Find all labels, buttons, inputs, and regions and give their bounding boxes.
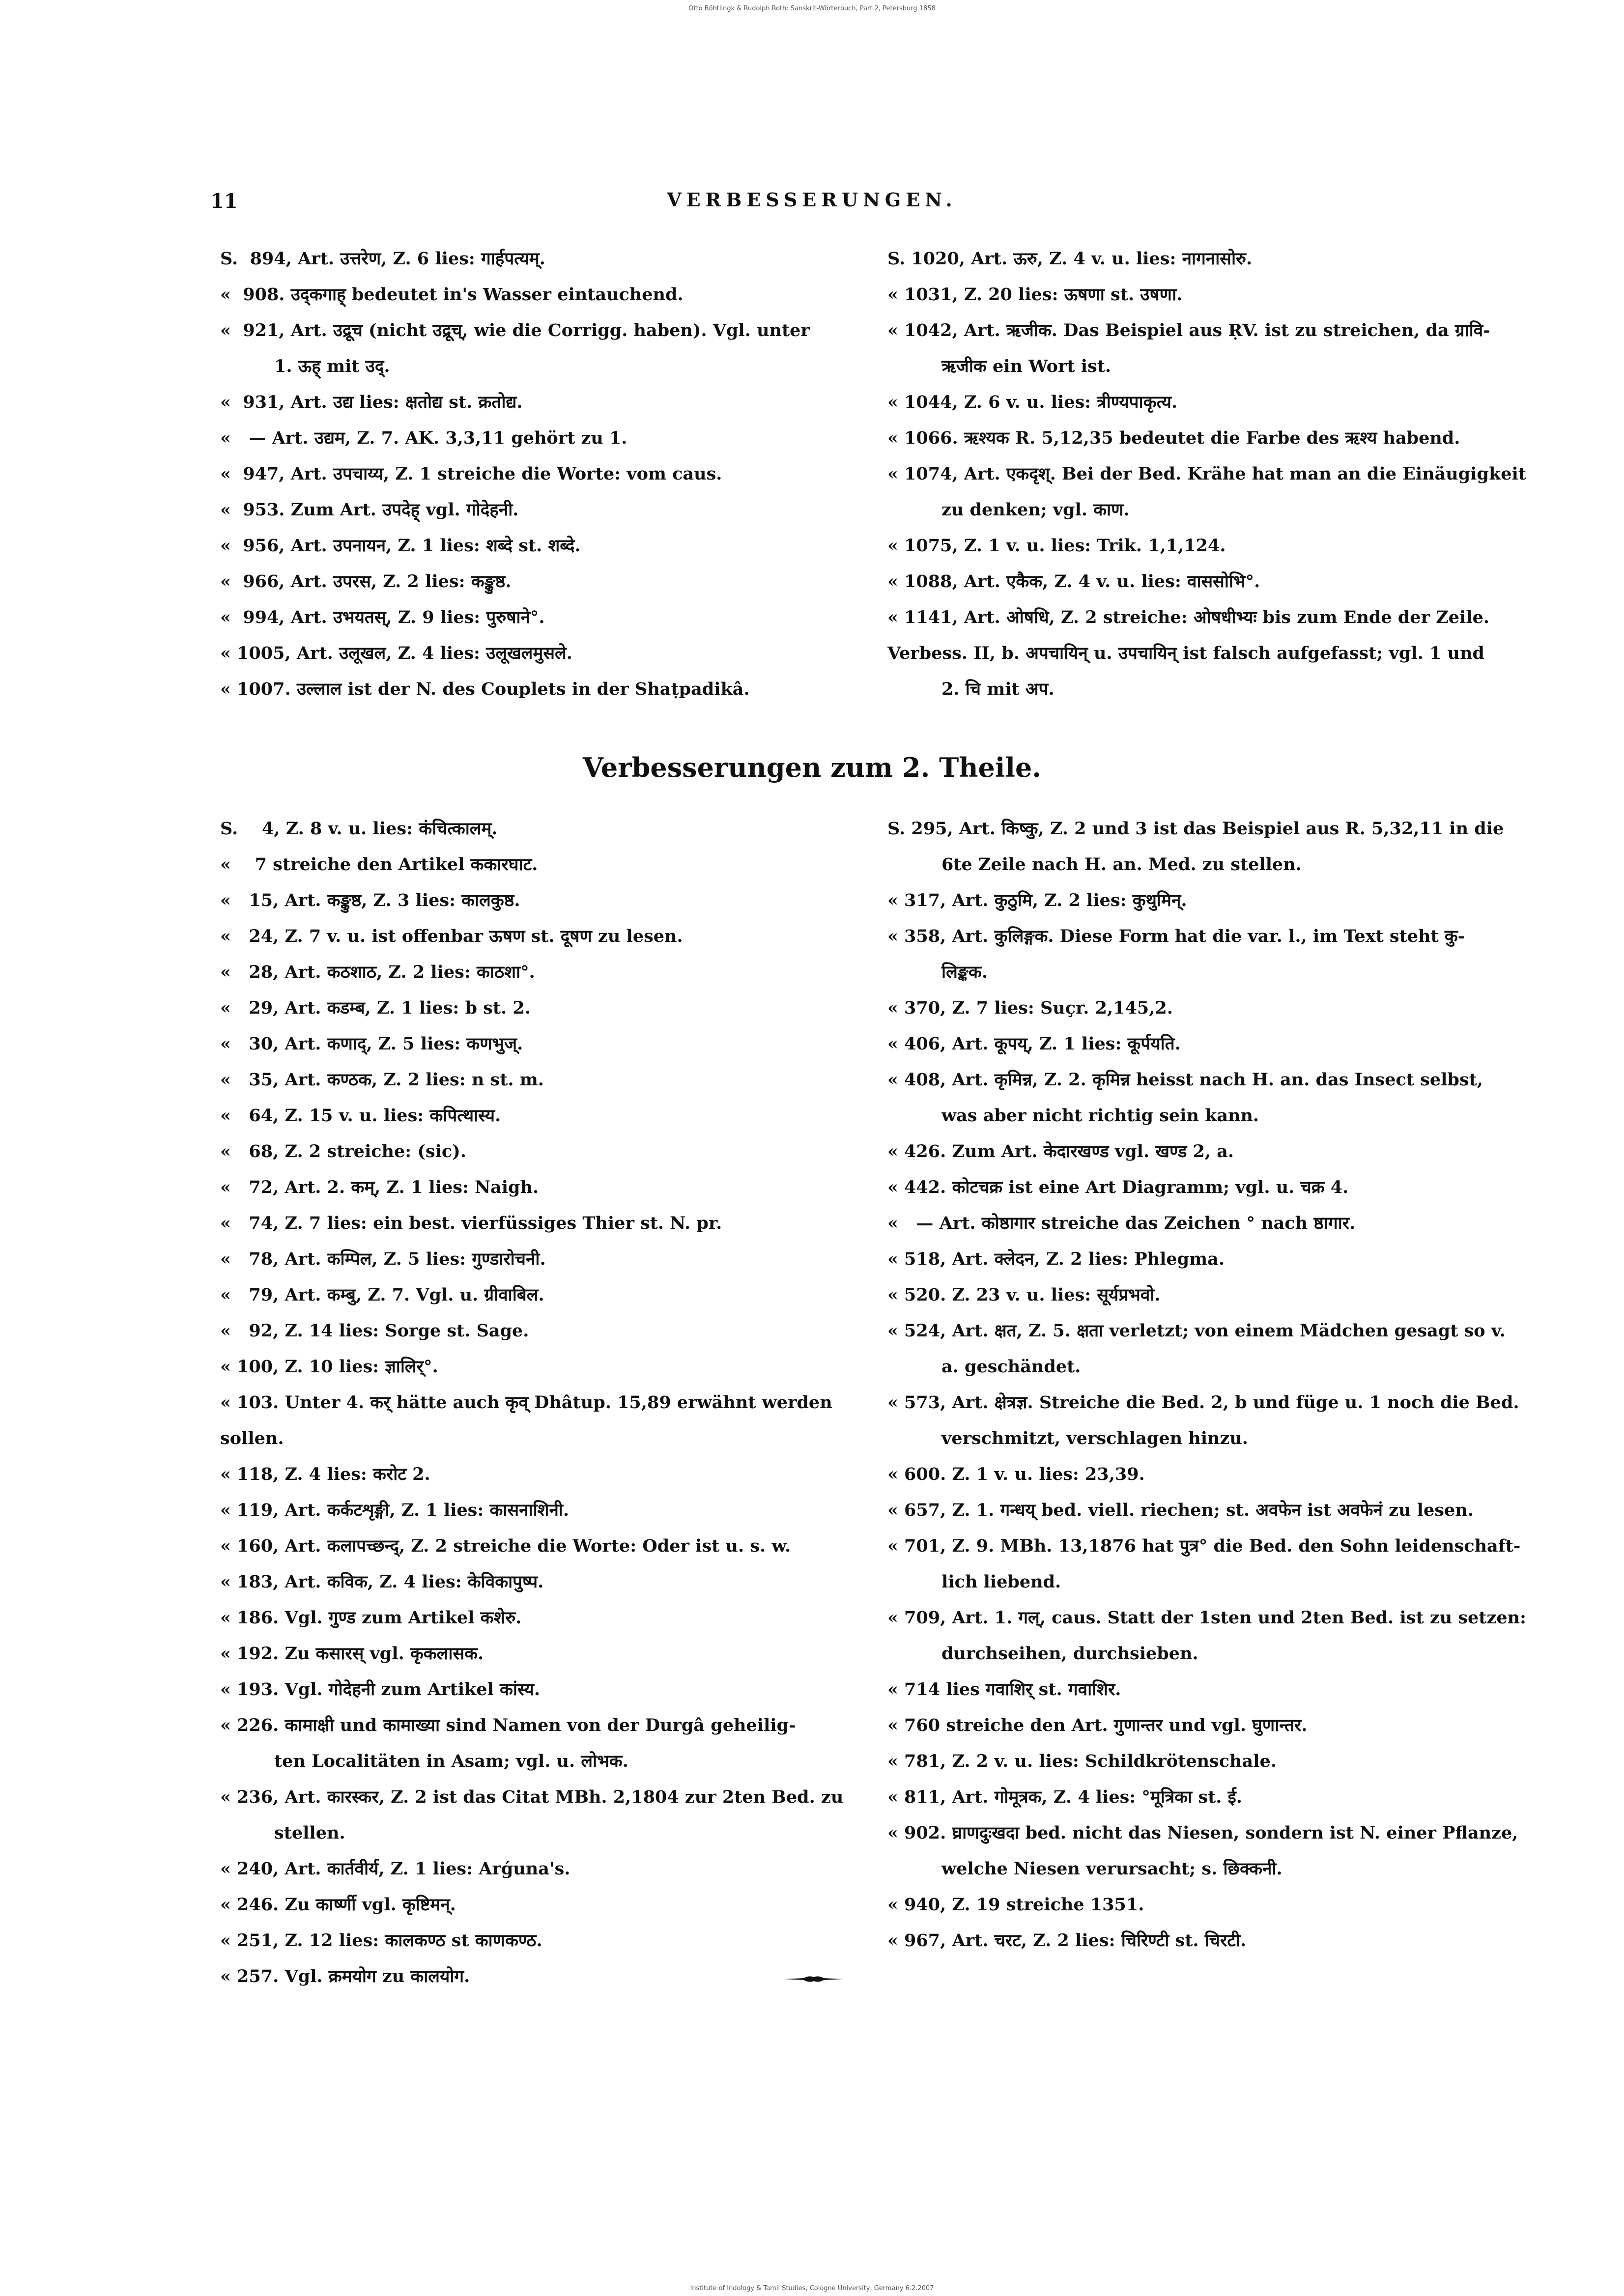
entry-ref: « 408, (887, 1070, 946, 1090)
entry-text: Art. चरट, Z. 2 lies: चिरिण्टी st. चिरटी. (952, 1930, 1247, 1951)
correction-entry (887, 1313, 1526, 1385)
entry-ref: « 902. (887, 1823, 946, 1843)
entry-continuation: ऋजीक ein Wort ist. (941, 356, 1111, 376)
correction-entry (220, 384, 859, 420)
correction-entry (220, 1636, 859, 1672)
entry-text: Z. 9. MBh. 13,1876 hat पुत्र° die Bed. den Sohn leidenschaft- (952, 1536, 1521, 1556)
entry-text: Z. 8 v. u. lies: कंचित्कालम्. (285, 819, 498, 839)
entry-text: Art. कार्तवीर्य, Z. 1 lies: Arǵuna's. (285, 1859, 570, 1879)
correction-entry (887, 1277, 1526, 1313)
correction-entry (220, 811, 859, 847)
correction-entry (887, 1600, 1526, 1672)
entry-text: Z. 10 lies: ज्ञालिर्°. (285, 1357, 438, 1377)
entry-text: उद्कगाह् bedeutet in's Wasser eintauchend. (290, 284, 684, 305)
entry-text: Art. कूपय्, Z. 1 lies: कूर्पयति. (952, 1034, 1181, 1054)
correction-entry (887, 1887, 1526, 1923)
entry-ref: « 317, (887, 890, 946, 910)
entry-ref: « 1044, (887, 392, 958, 412)
entry-text: Art. ओषधि, Z. 2 streiche: ओषधीभ्यः bis zum Ende der Zeile. (964, 607, 1490, 627)
correction-entry (220, 312, 859, 384)
entry-text: Zum Art. उपदेह् vgl. गोदेहनी. (290, 500, 519, 520)
entry-text: Art. उपरस, Z. 2 lies: कङ्कुष्ठ. (290, 571, 512, 592)
correction-entry (887, 1456, 1526, 1492)
entry-text: Art. कोष्ठागार streiche das Zeichen ° nach ष्ठागार. (939, 1213, 1356, 1233)
entry-continuation: ten Localitäten in Asam; vgl. u. लोभक. (274, 1751, 628, 1771)
entry-continuation: 2. चि mit अप. (941, 679, 1054, 699)
entry-text: Z. 4 lies: करोट 2. (285, 1464, 430, 1484)
entry-ref: « 28, (220, 962, 279, 982)
entry-text: Art. उभयतस्, Z. 9 lies: पुरुषाने°. (290, 607, 545, 627)
correction-entry (887, 1815, 1526, 1887)
correction-entry (220, 635, 859, 671)
entry-ref: « 103. (220, 1392, 279, 1413)
entry-continuation: welche Niesen verursacht; s. छिक्कनी. (941, 1859, 1282, 1879)
source-note-top: Otto Böhtlingk & Rudolph Roth: Sanskrit-Wörterbuch, Part 2, Petersburg 1858 (688, 5, 936, 12)
entry-text: Art. उत्तरेण, Z. 6 lies: गार्हपत्यम्. (298, 249, 545, 269)
correction-entry (220, 1098, 859, 1134)
correction-entry (887, 1385, 1526, 1456)
correction-entry (887, 1026, 1526, 1062)
entry-ref: « 100, (220, 1357, 279, 1377)
correction-entry (220, 1779, 859, 1851)
entry-text: Art. कुलिङ्गक. Diese Form hat die var. l., im Text steht कु- (952, 926, 1465, 946)
entry-text: Art. कर्कटशृङ्गी, Z. 1 lies: कासनाशिनी. (285, 1500, 570, 1520)
correction-entry (220, 1169, 859, 1205)
entry-ref: « 657, (887, 1500, 946, 1520)
correction-entry (887, 1672, 1526, 1707)
correction-entry (220, 277, 859, 312)
entry-text: Zum Art. केदारखण्ड vgl. खण्ड 2, a. (952, 1141, 1234, 1162)
entry-text: Zu कार्ष्णी vgl. कृष्टिमन्. (285, 1895, 456, 1915)
entry-continuation: stellen. (274, 1823, 345, 1843)
entry-text: streiche den Artikel ककारघाट. (273, 854, 538, 875)
entry-text: Art. उद्रूच (nicht उद्रूच्, wie die Corrigg. haben). Vgl. unter (290, 320, 810, 340)
entry-text: Art. क्षेत्रज्ञ. Streiche die Bed. 2, b und füge u. 1 noch die Bed. (952, 1392, 1519, 1413)
correction-entry (220, 1313, 859, 1349)
entry-ref: « 236, (220, 1787, 279, 1807)
section-heading: Verbesserungen zum 2. Theile. (582, 752, 1042, 783)
entry-continuation: durchseihen, durchsieben. (941, 1644, 1198, 1664)
entry-text: Art. कङ्कुष्ठ, Z. 3 lies: कालकुष्ठ. (285, 890, 520, 910)
correction-entry (220, 1385, 859, 1456)
correction-entry (887, 312, 1526, 384)
entry-ref: « 7 (220, 854, 267, 875)
entry-ref: « 600. (887, 1464, 946, 1484)
part1-left-column (220, 241, 859, 707)
entry-text: Art. उपचाय्य, Z. 1 streiche die Worte: vom caus. (290, 464, 722, 484)
entry-ref: S. 1020, (887, 249, 965, 269)
entry-ref: « 760 (887, 1715, 940, 1735)
entry-ref: « 1031, (887, 284, 958, 305)
correction-entry (887, 599, 1526, 635)
entry-text: Art. 1. गल्, caus. Statt der 1sten und 2ten Bed. ist zu setzen: (952, 1608, 1526, 1628)
correction-entry (887, 1134, 1526, 1169)
entry-ref: « 1066. (887, 428, 958, 448)
correction-entry (887, 635, 1526, 707)
correction-entry (887, 1707, 1526, 1743)
correction-entry (887, 1492, 1526, 1528)
correction-entry (220, 1205, 859, 1241)
entry-text: उल्लाल ist der N. des Couplets in der Shaṭpadikâ. (296, 679, 750, 699)
entry-continuation: a. geschändet. (941, 1357, 1081, 1377)
entry-text: Art. कण्ठक, Z. 2 lies: n st. m. (285, 1070, 544, 1090)
entry-text: Z. 2 v. u. lies: Schildkrötenschale. (952, 1751, 1277, 1771)
entry-ref: « 426. (887, 1141, 946, 1162)
end-ornament-icon (784, 1973, 843, 1985)
entry-text: lies गवाशिर् st. गवाशिर. (946, 1679, 1121, 1700)
entry-text: Art. क्लेदन, Z. 2 lies: Phlegma. (952, 1249, 1225, 1269)
entry-continuation: lich liebend. (941, 1572, 1061, 1592)
correction-entry (887, 918, 1526, 990)
entry-ref: « 518, (887, 1249, 946, 1269)
entry-ref: « 1075, (887, 536, 958, 556)
entry-ref: « 714 (887, 1679, 940, 1700)
part2-left-column (220, 811, 859, 1994)
source-note-bottom: Institute of Indology & Tamil Studies, Cologne University, Germany 6.2.2007 (690, 2285, 934, 2292)
entry-ref: « 160, (220, 1536, 279, 1556)
entry-ref: « 956, (220, 536, 285, 556)
correction-entry (887, 456, 1526, 528)
correction-entry (220, 1851, 859, 1887)
correction-entry (220, 1241, 859, 1277)
entry-ref: « 781, (887, 1751, 946, 1771)
entry-text: Art. कठशाठ, Z. 2 lies: काठशा°. (285, 962, 535, 982)
entry-ref: « 406, (887, 1034, 946, 1054)
correction-entry (220, 1958, 859, 1994)
entry-ref: « 908. (220, 284, 285, 305)
correction-entry (220, 990, 859, 1026)
correction-entry (887, 1241, 1526, 1277)
correction-entry (220, 1277, 859, 1313)
correction-entry (887, 1743, 1526, 1779)
entry-ref: « 257. (220, 1966, 279, 1986)
entry-ref: « 1005, (220, 643, 291, 663)
entry-ref: « 442. (887, 1177, 946, 1197)
part1-right-column (887, 241, 1526, 707)
correction-entry (220, 847, 859, 882)
entry-ref: « 68, (220, 1141, 279, 1162)
correction-entry (220, 456, 859, 492)
entry-ref: Verbess. II, b. (887, 643, 1020, 663)
correction-entry (887, 1923, 1526, 1958)
entry-ref: « 29, (220, 998, 279, 1018)
entry-text: Art. किष्कु, Z. 2 und 3 ist das Beispiel aus R. 5,32,11 in die (959, 819, 1504, 839)
correction-entry (220, 1600, 859, 1636)
entry-text: Z. 19 streiche 1351. (952, 1895, 1144, 1915)
entry-continuation: zu denken; vgl. काण. (941, 500, 1130, 520)
entry-text: Z. 1 v. u. lies: Trik. 1,1,124. (964, 536, 1226, 556)
correction-entry (887, 241, 1526, 277)
entry-ref: « 226. (220, 1715, 279, 1735)
entry-text: Art. एकैक, Z. 4 v. u. lies: वाससोभि°. (964, 571, 1260, 592)
correction-entry (220, 564, 859, 599)
entry-ref: « — (887, 1213, 934, 1233)
entry-text: अपचायिन् u. उपचायिन् ist falsch aufgefasst; vgl. 1 und (1026, 643, 1484, 663)
entry-continuation: 6te Zeile nach H. an. Med. zu stellen. (941, 854, 1302, 875)
entry-ref: « 1141, (887, 607, 958, 627)
entry-ref: « 246. (220, 1895, 279, 1915)
entry-ref: « 74, (220, 1213, 279, 1233)
correction-entry (220, 1672, 859, 1707)
entry-ref: « 1088, (887, 571, 958, 592)
entry-text: Vgl. गुण्ड zum Artikel कशेरु. (285, 1608, 522, 1628)
entry-ref: « 24, (220, 926, 279, 946)
entry-text: Art. 2. कम्, Z. 1 lies: Naigh. (285, 1177, 539, 1197)
entry-text: घ्राणदुःखदा bed. nicht das Niesen, sondern ist N. einer Pflanze, (952, 1823, 1518, 1843)
correction-entry (887, 811, 1526, 882)
correction-entry (220, 1062, 859, 1098)
entry-text: Art. क्षत, Z. 5. क्षता verletzt; von einem Mädchen gesagt so v. (952, 1321, 1506, 1341)
correction-entry (220, 1887, 859, 1923)
entry-ref: « — (220, 428, 266, 448)
entry-text: Vgl. गोदेहनी zum Artikel कांस्य. (285, 1679, 541, 1700)
entry-text: Vgl. क्रमयोग zu कालयोग. (285, 1966, 470, 1986)
correction-entry (220, 1492, 859, 1528)
entry-ref: « 251, (220, 1930, 279, 1951)
entry-text: Z. 7 lies: Suçr. 2,145,2. (952, 998, 1173, 1018)
entry-ref: « 573, (887, 1392, 946, 1413)
entry-ref: « 701, (887, 1536, 946, 1556)
entry-ref: « 953. (220, 500, 285, 520)
entry-continuation: was aber nicht richtig sein kann. (941, 1105, 1259, 1126)
entry-text: Art. कम्पिल, Z. 5 lies: गुण्डारोचनी. (285, 1249, 546, 1269)
correction-entry (220, 1456, 859, 1492)
entry-ref: S. 4, (220, 819, 280, 839)
entry-ref: « 35, (220, 1070, 279, 1090)
entry-text: ऋश्यक R. 5,12,35 bedeutet die Farbe des ऋश्य habend. (964, 428, 1460, 448)
entry-text: Z. 2 streiche: (sic). (285, 1141, 466, 1162)
entry-text: Art. ऋजीक. Das Beispiel aus ṚV. ist zu streichen, da ग्रावि- (964, 320, 1490, 340)
entry-ref: « 72, (220, 1177, 279, 1197)
entry-text: Zu कसारस् vgl. कृकलासक. (285, 1644, 484, 1664)
correction-entry (220, 1923, 859, 1958)
correction-entry (220, 918, 859, 954)
entry-text: Art. उपनायन, Z. 1 lies: शब्दे st. शब्दे. (290, 536, 581, 556)
entry-ref: « 240, (220, 1859, 279, 1879)
entry-ref: « 186. (220, 1608, 279, 1628)
entry-text: Art. कृमिन्न, Z. 2. कृमिन्न heisst nach H. an. das Insect selbst, (952, 1070, 1483, 1090)
entry-text: Z. 7 v. u. ist offenbar ऊषण st. दूषण zu lesen. (285, 926, 683, 946)
entry-text: Art. गोमूत्रक, Z. 4 lies: °मूत्रिका st. ई. (952, 1787, 1242, 1807)
entry-text: Art. कुठुमि, Z. 2 lies: कुथुमिन्. (952, 890, 1187, 910)
entry-ref: « 1074, (887, 464, 958, 484)
entry-ref: « 921, (220, 320, 285, 340)
entry-ref: « 92, (220, 1321, 279, 1341)
correction-entry (887, 1205, 1526, 1241)
entry-continuation: 1. ऊह् mit उद्. (274, 356, 390, 376)
entry-ref: « 193. (220, 1679, 279, 1700)
entry-text: Z. 7 lies: ein best. vierfüssiges Thier st. N. pr. (285, 1213, 722, 1233)
correction-entry (220, 882, 859, 918)
correction-entry (220, 420, 859, 456)
entry-ref: « 1042, (887, 320, 958, 340)
entry-text: Art. एकदृश्. Bei der Bed. Krähe hat man an die Einäugigkeit (964, 464, 1526, 484)
entry-ref: « 15, (220, 890, 279, 910)
entry-text: Art. उलूखल, Z. 4 lies: उलूखलमुसले. (296, 643, 572, 663)
entry-ref: « 118, (220, 1464, 279, 1484)
correction-entry (887, 277, 1526, 312)
entry-text: Art. ऊरु, Z. 4 v. u. lies: नागनासोरु. (971, 249, 1253, 269)
entry-text: Art. कारस्कर, Z. 2 ist das Citat MBh. 2,1804 zur 2ten Bed. zu (285, 1787, 844, 1807)
entry-ref: « 709, (887, 1608, 946, 1628)
entry-ref: « 370, (887, 998, 946, 1018)
entry-ref: S. 894, (220, 249, 292, 269)
correction-entry (220, 1349, 859, 1385)
entry-text: Art. कडम्ब, Z. 1 lies: b st. 2. (285, 998, 531, 1018)
entry-ref: « 30, (220, 1034, 279, 1054)
entry-continuation: लिङ्कक. (941, 962, 988, 982)
correction-entry (887, 1528, 1526, 1600)
entry-ref: « 79, (220, 1285, 279, 1305)
correction-entry (220, 241, 859, 277)
entry-ref: « 524, (887, 1321, 946, 1341)
correction-entry (887, 882, 1526, 918)
entry-text: Z. 20 lies: ऊषणा st. उषणा. (964, 284, 1183, 305)
correction-entry (887, 1779, 1526, 1815)
entry-ref: « 947, (220, 464, 285, 484)
correction-entry (220, 528, 859, 564)
correction-entry (220, 1134, 859, 1169)
part2-right-column (887, 811, 1526, 1958)
entry-text: Unter 4. कर् hätte auch कृव् Dhâtup. 15,89 erwähnt werden sollen. (220, 1392, 832, 1448)
entry-text: Z. 14 lies: Sorge st. Sage. (285, 1321, 529, 1341)
correction-entry (887, 990, 1526, 1026)
running-head: VERBESSERUNGEN. (667, 189, 957, 211)
entry-continuation: verschmitzt, verschlagen hinzu. (941, 1428, 1248, 1448)
entry-text: कोटचक्र ist eine Art Diagramm; vgl. u. चक्र 4. (952, 1177, 1349, 1197)
correction-entry (220, 1528, 859, 1564)
correction-entry (220, 1564, 859, 1600)
page-number: 11 (210, 190, 238, 213)
correction-entry (887, 564, 1526, 599)
correction-entry (887, 420, 1526, 456)
correction-entry (887, 528, 1526, 564)
entry-ref: « 358, (887, 926, 946, 946)
correction-entry (220, 1707, 859, 1779)
correction-entry (220, 954, 859, 990)
entry-text: Z. 1 v. u. lies: 23,39. (952, 1464, 1145, 1484)
entry-ref: « 940, (887, 1895, 946, 1915)
entry-text: streiche den Art. गुणान्तर und vgl. घुणान्तर. (946, 1715, 1308, 1735)
entry-ref: « 931, (220, 392, 285, 412)
entry-ref: « 967, (887, 1930, 946, 1951)
entry-ref: S. 295, (887, 819, 953, 839)
correction-entry (220, 492, 859, 528)
entry-ref: « 78, (220, 1249, 279, 1269)
correction-entry (220, 599, 859, 635)
correction-entry (220, 671, 859, 707)
correction-entry (887, 384, 1526, 420)
entry-text: Z. 23 v. u. lies: सूर्यप्रभवो. (952, 1285, 1161, 1305)
entry-text: Z. 1. गन्धय् bed. viell. riechen; st. अवफेन ist अवफेनं zu lesen. (952, 1500, 1474, 1520)
entry-text: Art. कलापच्छन्द्, Z. 2 streiche die Worte: Oder ist u. s. w. (285, 1536, 791, 1556)
entry-text: Art. उद्य lies: क्षतोद्य st. क्रतोद्य. (290, 392, 523, 412)
correction-entry (887, 1062, 1526, 1134)
entry-text: Art. कम्बु, Z. 7. Vgl. u. ग्रीवाबिल. (285, 1285, 544, 1305)
entry-ref: « 994, (220, 607, 285, 627)
entry-ref: « 1007. (220, 679, 291, 699)
entry-text: Art. उद्यम, Z. 7. AK. 3,3,11 gehört zu 1. (272, 428, 627, 448)
entry-text: Z. 12 lies: कालकण्ठ st काणकण्ठ. (285, 1930, 542, 1951)
entry-ref: « 183, (220, 1572, 279, 1592)
entry-ref: « 64, (220, 1105, 279, 1126)
entry-text: Z. 15 v. u. lies: कपित्थास्य. (285, 1105, 501, 1126)
entry-text: Art. कविक, Z. 4 lies: केविकापुष्प. (285, 1572, 544, 1592)
entry-text: Art. कणाद्, Z. 5 lies: कणभुज्. (285, 1034, 523, 1054)
entry-ref: « 119, (220, 1500, 279, 1520)
entry-text: Z. 6 v. u. lies: त्रीण्यपाकृत्य. (964, 392, 1178, 412)
entry-text: कामाक्षी und कामाख्या sind Namen von der Durgâ geheilig- (285, 1715, 796, 1735)
correction-entry (887, 1169, 1526, 1205)
entry-ref: « 966, (220, 571, 285, 592)
entry-ref: « 192. (220, 1644, 279, 1664)
entry-ref: « 811, (887, 1787, 946, 1807)
entry-ref: « 520. (887, 1285, 946, 1305)
correction-entry (220, 1026, 859, 1062)
